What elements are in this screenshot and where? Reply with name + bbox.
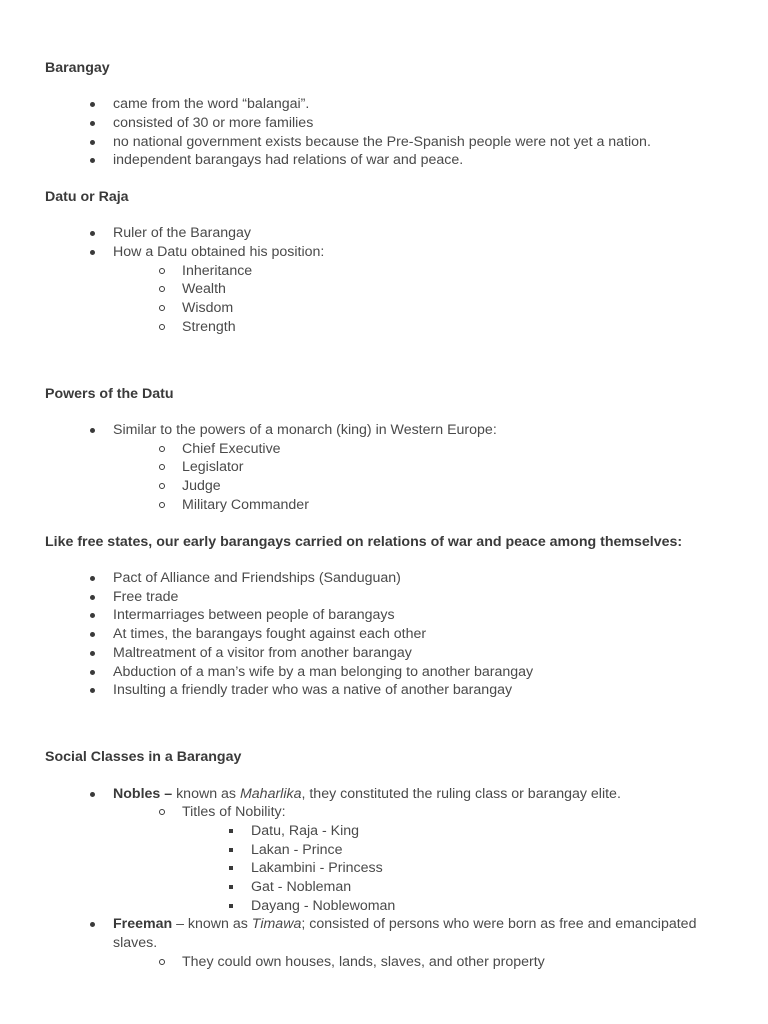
list-item: Intermarriages between people of barangays [113,607,395,623]
list-item: Maltreatment of a visitor from another barangay [113,645,412,661]
list-item: Pact of Alliance and Friendships (Sanduguan) [113,570,401,586]
freeman-italic: Timawa [251,916,302,932]
sub-list-item: Inheritance [182,263,253,279]
sub-list-item: Wealth [182,281,226,297]
list-item: Abduction of a man’s wife by a man belonging to another barangay [113,664,534,680]
sub-list-item: Titles of Nobility: [182,804,286,820]
bullet-dot [82,588,102,606]
heading-relations: Like free states, our early barangays carried on relations of war and peace among themselves: [45,534,683,550]
bullet-dot [82,606,102,624]
nobles-pre: known as [172,786,240,802]
list-item: How a Datu obtained his position: [113,244,325,260]
bullet-dot [82,421,102,439]
title-item: Datu, Raja - King [251,823,360,839]
bullet-dot [82,151,102,169]
bullet-circle [152,299,172,317]
bullet-circle [152,440,172,458]
bullet-square [221,841,241,859]
list-item: came from the word “balangai”. [113,96,310,112]
bullet-circle [152,262,172,280]
bullet-dot [82,663,102,681]
heading-barangay: Barangay [45,60,110,76]
bullet-dot [82,114,102,132]
sub-list-item: Chief Executive [182,441,281,457]
list-item: independent barangays had relations of war and peace. [113,152,464,168]
bullet-circle [152,318,172,336]
bullet-dot [82,644,102,662]
heading-social-classes: Social Classes in a Barangay [45,749,242,765]
nobles-post: , they constituted the ruling class or barangay elite. [301,786,621,802]
title-item: Lakan - Prince [251,842,343,858]
heading-datu-or-raja: Datu or Raja [45,189,129,205]
bullet-circle [152,953,172,971]
bullet-square [221,878,241,896]
title-item: Gat - Nobleman [251,879,352,895]
sub-list-item: They could own houses, lands, slaves, and other property [182,954,545,970]
bullet-dot [82,785,102,803]
list-item: consisted of 30 or more families [113,115,314,131]
sub-list-item: Legislator [182,459,244,475]
freeman-post: ; consisted of persons who were born as free and emancipated [301,916,697,932]
sub-list-item: Judge [182,478,221,494]
bullet-dot [82,133,102,151]
bullet-dot [82,243,102,261]
bullet-dot [82,95,102,113]
bullet-circle [152,280,172,298]
bullet-dot [82,681,102,699]
list-item: no national government exists because the Pre-Spanish people were not yet a nation. [113,134,651,150]
sub-list-item: Wisdom [182,300,234,316]
bullet-circle [152,803,172,821]
nobles-item [113,785,621,803]
bullet-dot [82,625,102,643]
bullet-square [221,859,241,877]
list-item: Insulting a friendly trader who was a native of another barangay [113,682,513,698]
bullet-dot [82,569,102,587]
bullet-square [221,897,241,915]
list-item: At times, the barangays fought against each other [113,626,427,642]
list-item: Ruler of the Barangay [113,225,252,241]
sub-list-item: Strength [182,319,236,335]
bullet-dot [82,915,102,933]
bullet-circle [152,458,172,476]
bullet-circle [152,477,172,495]
bullet-dot [82,224,102,242]
list-item: Similar to the powers of a monarch (king) in Western Europe: [113,422,497,438]
list-item: Free trade [113,589,179,605]
freeman-term: Freeman [113,916,173,932]
bullet-circle [152,496,172,514]
bullet-square [221,822,241,840]
sub-list-item: Military Commander [182,497,309,513]
freeman-continuation: slaves. [113,935,158,951]
nobles-italic: Maharlika [239,786,302,802]
freeman-pre: – known as [172,916,252,932]
heading-powers-of-the-datu: Powers of the Datu [45,386,174,402]
nobles-term: Nobles – [113,786,173,802]
title-item: Lakambini - Princess [251,860,383,876]
freeman-item [113,915,696,933]
title-item: Dayang - Noblewoman [251,898,396,914]
